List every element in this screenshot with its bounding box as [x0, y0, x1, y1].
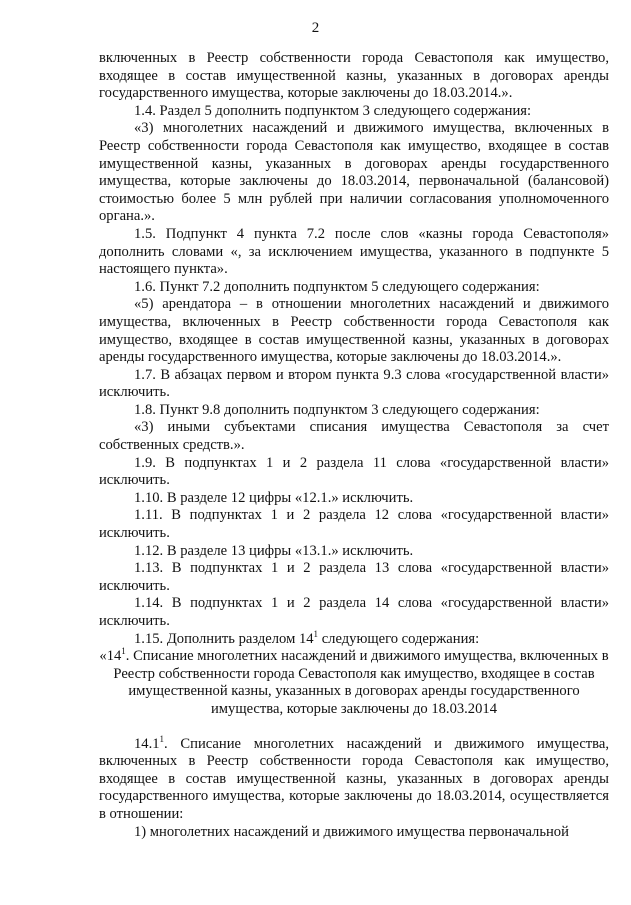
paragraph-1-8: 1.8. Пункт 9.8 дополнить подпунктом 3 следующего содержания:	[134, 401, 540, 418]
paragraph-14-1-1-after: . Списание многолетних насаждений и движимого имущества, включенных в Реестр собственности города Севастополя как имущество, входящее в состав имущественной казны, указанных в договорах аренды государственного имущества, которые заключены до 18.03.2014, осуществляется в отношении:	[99, 735, 609, 822]
paragraph-1-11: 1.11. В подпунктах 1 и 2 раздела 12 слова «государственной власти» исключить.	[99, 507, 609, 542]
paragraph-1-15-after: следующего содержания:	[318, 630, 480, 647]
section-heading-before: «14	[99, 648, 122, 665]
section-heading-sup: 1	[121, 646, 126, 657]
paragraph-continuation: включенных в Реестр собственности города Севастополя как имущество, входящее в состав имущественной казны, указанных в договорах аренды государственного имущества, которые заключены до 18.03.2014.».	[99, 50, 609, 102]
section-heading-14-1	[99, 648, 609, 718]
document-body	[99, 50, 609, 841]
section-heading-after: . Списание многолетних насаждений и движимого имущества, включенных в Реестр собственности города Севастополя как имущество, входящее в состав имущественной казны, указанных в договорах аренды государственного имущества, которые заключены до 18.03.2014	[113, 648, 609, 717]
paragraph-1-4-subpoint-3: «3) многолетних насаждений и движимого имущества, включенных в Реестр собственности города Севастополя как имущество, входящее в состав имущественной казны, указанных в договорах аренды государственного имущества, которые заключены до 18.03.2014, первоначальной (балансовой) стоимостью более 5 млн рублей при наличии согласования уполномоченного органа.».	[99, 120, 609, 225]
paragraph-1-4: 1.4. Раздел 5 дополнить подпунктом 3 следующего содержания:	[134, 102, 532, 119]
paragraph-1-10: 1.10. В разделе 12 цифры «12.1.» исключить.	[134, 489, 414, 506]
paragraph-1-6-subpoint-5: «5) арендатора – в отношении многолетних насаждений и движимого имущества, включенных в Реестр собственности города Севастополя как имущество, входящее в состав имущественной казны, указанных в договорах аренды государственного имущества, которые заключены до 18.03.2014.».	[99, 296, 609, 366]
paragraph-1-14: 1.14. В подпунктах 1 и 2 раздела 14 слова «государственной власти» исключить.	[99, 595, 609, 629]
paragraph-14-1-1	[99, 733, 609, 824]
paragraph-1-9: 1.9. В подпунктах 1 и 2 раздела 11 слова «государственной власти» исключить.	[99, 454, 609, 489]
page-number: 2	[311, 20, 320, 36]
paragraph-1-7: 1.7. В абзацах первом и втором пункта 9.3 слова «государственной власти» исключить.	[99, 366, 609, 401]
paragraph-1-6: 1.6. Пункт 7.2 дополнить подпунктом 5 следующего содержания:	[134, 278, 540, 295]
paragraph-1-13: 1.13. В подпунктах 1 и 2 раздела 13 слова «государственной власти» исключить.	[99, 560, 609, 594]
paragraph-1-15-before: 1.15. Дополнить разделом 14	[134, 630, 314, 647]
paragraph-14-1-1-sup: 1	[159, 733, 165, 744]
paragraph-subpoint-1: 1) многолетних насаждений и движимого имущества первоначальной	[134, 823, 569, 840]
paragraph-1-5: 1.5. Подпункт 4 пункта 7.2 после слов «казны города Севастополя» дополнить словами «, за исключением имущества, указанного в подпункте 5 настоящего пункта».	[99, 225, 609, 278]
paragraph-14-1-1-before: 14.1	[134, 735, 160, 752]
paragraph-1-8-subpoint-3: «3) иными субъектами списания имущества Севастополя за счет собственных средств.».	[99, 419, 609, 454]
paragraph-1-15	[99, 628, 609, 649]
paragraph-1-12: 1.12. В разделе 13 цифры «13.1.» исключить.	[134, 542, 414, 559]
paragraph-1-15-sup: 1	[313, 628, 319, 639]
